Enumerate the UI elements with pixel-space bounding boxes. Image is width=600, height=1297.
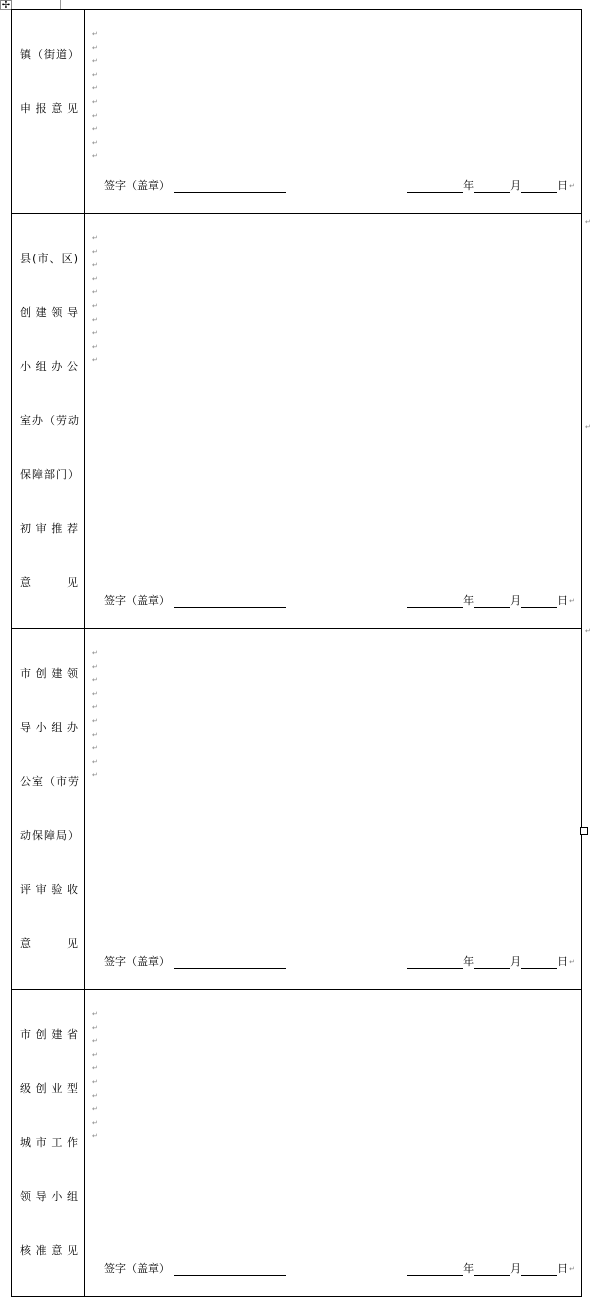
row-label: 市创建领 导小组办 公室（市劳 动保障局） 评审验收 意 见 xyxy=(20,667,80,950)
row-label: 市创建省 级创业型 城市工作 领导小组 核准意见 xyxy=(20,1028,79,1257)
day-blank[interactable] xyxy=(521,595,557,608)
signature-blank[interactable] xyxy=(174,595,286,608)
table-row xyxy=(12,10,582,214)
row-label-cell xyxy=(12,214,85,629)
table-row xyxy=(12,629,582,990)
signature-line: 签字（盖章） xyxy=(104,594,286,608)
month-blank[interactable] xyxy=(474,956,510,969)
year-blank[interactable] xyxy=(407,1263,463,1276)
month-blank[interactable] xyxy=(474,180,510,193)
date-line: 年 月 日 ↵ xyxy=(407,1262,575,1276)
date-line: 年 月 日 ↵ xyxy=(407,179,575,193)
row-label-cell xyxy=(12,10,85,214)
paragraph-marks: ↵ ↵ ↵ ↵ ↵ ↵ ↵ ↵ ↵ ↵ xyxy=(92,649,98,780)
paragraph-marks: ↵ ↵ ↵ ↵ ↵ ↵ ↵ ↵ ↵ ↵ xyxy=(92,30,98,161)
row-end-mark: ↵ xyxy=(585,627,591,635)
signature-blank[interactable] xyxy=(174,1263,286,1276)
month-blank[interactable] xyxy=(474,595,510,608)
row-end-mark: ↵ xyxy=(585,218,591,226)
day-blank[interactable] xyxy=(521,1263,557,1276)
approval-form-table xyxy=(11,9,582,1297)
row-label-cell xyxy=(12,629,85,990)
paragraph-marks: ↵ ↵ ↵ ↵ ↵ ↵ ↵ ↵ ↵ ↵ xyxy=(92,234,98,365)
day-blank[interactable] xyxy=(521,956,557,969)
row-label-cell xyxy=(12,990,85,1297)
date-line: 年 月 日 ↵ xyxy=(407,594,575,608)
table-row xyxy=(12,990,582,1297)
year-blank[interactable] xyxy=(407,180,463,193)
opinion-cell[interactable] xyxy=(85,10,582,214)
signature-blank[interactable] xyxy=(174,956,286,969)
signature-line: 签字（盖章） xyxy=(104,1262,286,1276)
table-move-handle[interactable]: ✢ xyxy=(1,0,11,11)
row-label: 县(市、区) 创建领导 小组办公 室办（劳动 保障部门） 初审推荐 意 见 xyxy=(20,252,80,589)
year-blank[interactable] xyxy=(407,595,463,608)
paragraph-marks: ↵ ↵ ↵ ↵ ↵ ↵ ↵ ↵ ↵ ↵ xyxy=(92,1010,98,1141)
day-blank[interactable] xyxy=(521,180,557,193)
table-row xyxy=(12,214,582,629)
signature-blank[interactable] xyxy=(174,180,286,193)
signature-line: 签字（盖章） xyxy=(104,179,286,193)
opinion-cell[interactable] xyxy=(85,990,582,1297)
row-label: 镇（街道） 申报意见 xyxy=(20,48,80,115)
year-blank[interactable] xyxy=(407,956,463,969)
signature-line: 签字（盖章） xyxy=(104,955,286,969)
row-end-mark: ↵ xyxy=(585,423,591,431)
opinion-cell[interactable] xyxy=(85,629,582,990)
month-blank[interactable] xyxy=(474,1263,510,1276)
opinion-cell[interactable] xyxy=(85,214,582,629)
table-resize-handle[interactable] xyxy=(580,827,588,835)
date-line: 年 月 日 ↵ xyxy=(407,955,575,969)
